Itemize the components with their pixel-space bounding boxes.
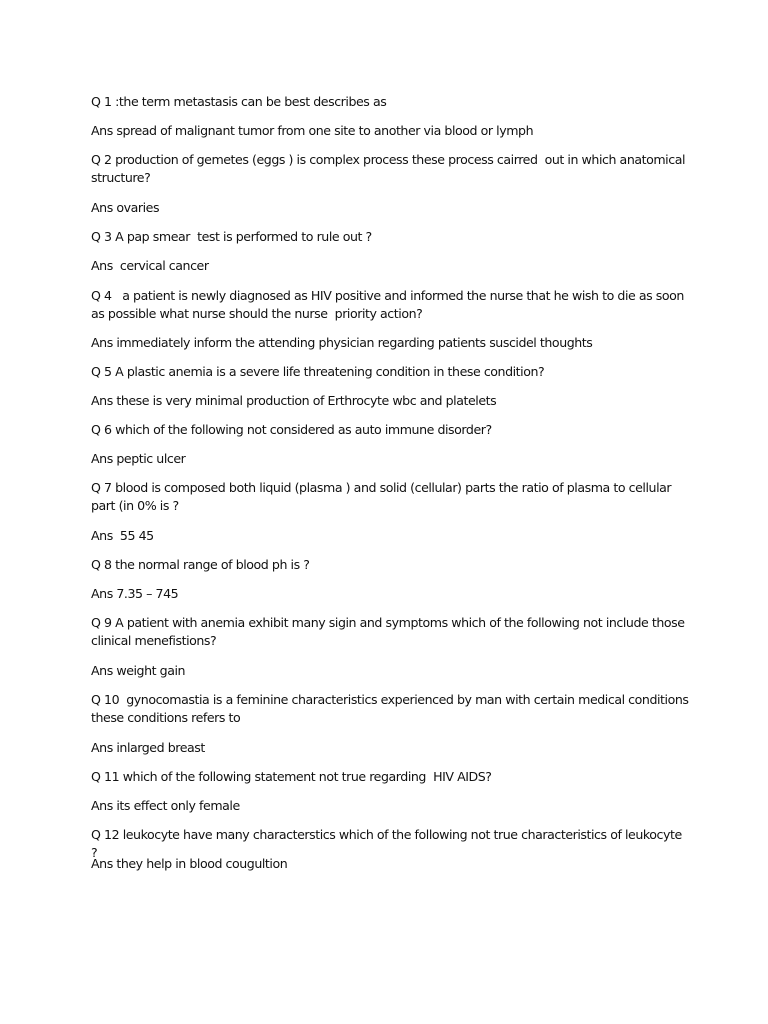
question-12: Q 12 leukocyte have many characterstics which of the following not true characteristics of leukocyte ? bbox=[91, 827, 686, 860]
answer-2: Ans ovaries bbox=[91, 200, 160, 215]
question-11: Q 11 which of the following statement not true regarding HIV AIDS? bbox=[91, 769, 492, 784]
answer-9: Ans weight gain bbox=[91, 663, 186, 678]
question-10: Q 10 gynocomastia is a feminine characteristics experienced by man with certain medical conditions these conditions refers to bbox=[91, 692, 693, 725]
answer-3: Ans cervical cancer bbox=[91, 258, 209, 273]
answer-5: Ans these is very minimal production of Erthrocyte wbc and platelets bbox=[91, 393, 497, 408]
answer-8: Ans 7.35 – 745 bbox=[91, 586, 179, 601]
question-2: Q 2 production of gemetes (eggs ) is complex process these process cairred out in which anatomical structure? bbox=[91, 152, 689, 185]
question-3: Q 3 A pap smear test is performed to rule out ? bbox=[91, 229, 372, 244]
question-7: Q 7 blood is composed both liquid (plasma ) and solid (cellular) parts the ratio of plasma to cellular part (in 0% is ? bbox=[91, 480, 675, 513]
question-6: Q 6 which of the following not considered as auto immune disorder? bbox=[91, 422, 492, 437]
answer-10: Ans inlarged breast bbox=[91, 740, 205, 755]
question-4: Q 4 a patient is newly diagnosed as HIV positive and informed the nurse that he wish to die as soon as possible what nurse should the nurse priority action? bbox=[91, 288, 688, 321]
answer-1: Ans spread of malignant tumor from one site to another via blood or lymph bbox=[91, 123, 534, 138]
answer-7: Ans 55 45 bbox=[91, 528, 154, 543]
answer-11: Ans its effect only female bbox=[91, 798, 240, 813]
answer-6: Ans peptic ulcer bbox=[91, 451, 186, 466]
question-8: Q 8 the normal range of blood ph is ? bbox=[91, 557, 310, 572]
question-9: Q 9 A patient with anemia exhibit many sigin and symptoms which of the following not include those clinical menefistions? bbox=[91, 615, 689, 648]
question-1: Q 1 :the term metastasis can be best describes as bbox=[91, 94, 387, 109]
answer-12: Ans they help in blood cougultion bbox=[91, 856, 288, 871]
question-5: Q 5 A plastic anemia is a severe life threatening condition in these condition? bbox=[91, 364, 545, 379]
answer-4: Ans immediately inform the attending physician regarding patients suscidel thoughts bbox=[91, 335, 593, 350]
